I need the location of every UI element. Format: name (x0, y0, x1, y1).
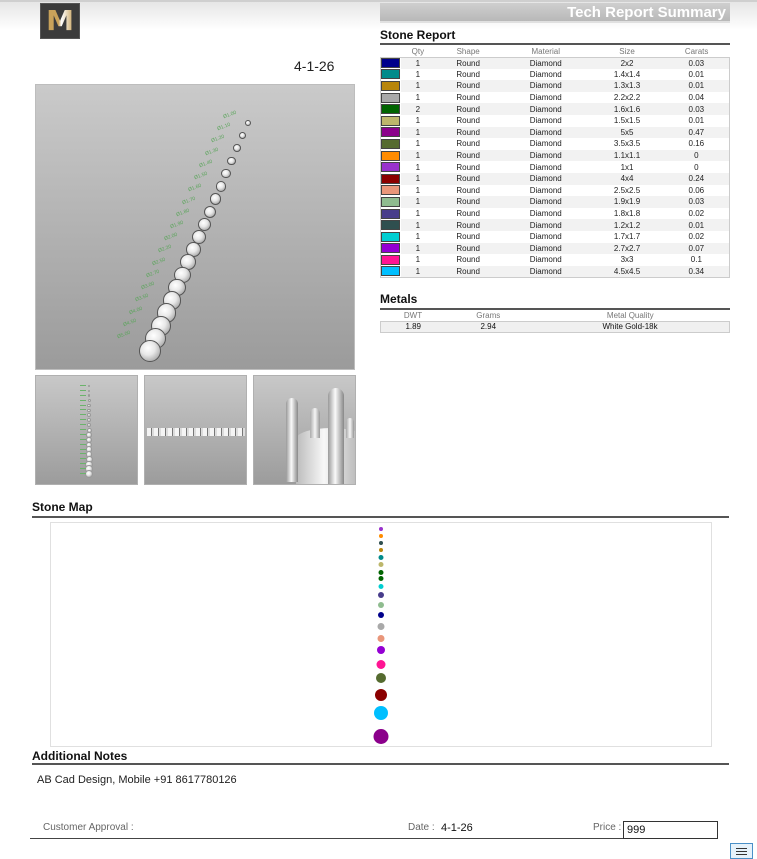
additional-notes-heading: Additional Notes (32, 749, 128, 763)
stone-size: 1x1 (620, 162, 634, 172)
gem-size-label: Ø2.20 (157, 244, 173, 255)
stone-material: Diamond (529, 93, 562, 103)
gem-label-tick (80, 463, 86, 464)
color-swatch-cell (381, 185, 401, 197)
color-swatch-cell (381, 266, 401, 278)
stone-map-dot (379, 570, 384, 575)
stone-map-dot (377, 660, 386, 669)
dwt-value: 1.89 (381, 321, 446, 332)
gem-size-label: Ø1.70 (181, 195, 197, 206)
main-3d-view (35, 84, 355, 370)
stone-row (381, 173, 730, 185)
stone-row (381, 254, 730, 266)
stone-map-dot (379, 534, 383, 538)
gem-label-tick (80, 424, 86, 425)
price-label: Price : (593, 822, 622, 833)
gem-render (239, 132, 246, 139)
stone-size: 2x2 (590, 57, 663, 69)
stone-material: Diamond (501, 80, 590, 92)
stone-map-dot (378, 623, 385, 630)
date-value: 4-1-26 (441, 822, 473, 834)
stone-size: 1.6x1.6 (590, 103, 663, 115)
stone-color-swatch (381, 116, 400, 126)
stone-material: Diamond (501, 150, 590, 162)
stone-report-table (380, 46, 730, 278)
stone-map-canvas (50, 522, 712, 747)
color-swatch-cell (381, 127, 401, 139)
gem-render-small (87, 418, 91, 422)
gem-render-small (87, 423, 92, 428)
stone-color-swatch (381, 209, 400, 219)
stone-color-swatch (381, 243, 400, 253)
color-swatch-cell (381, 103, 401, 115)
metals-heading: Metals (380, 292, 418, 306)
stone-map-dot (377, 646, 385, 654)
col-carats: Carats (684, 46, 709, 56)
gem-render (216, 181, 226, 191)
stone-shape: Round (456, 93, 480, 103)
hamburger-icon-line (736, 851, 747, 852)
stone-map-dot (378, 612, 384, 618)
stone-carats: 0.01 (688, 69, 705, 79)
stone-shape: Round (435, 266, 501, 278)
stone-row (381, 196, 730, 208)
stone-material: Diamond (529, 255, 562, 265)
stone-shape: Round (435, 57, 501, 69)
gem-size-label: Ø4.50 (122, 317, 138, 328)
stone-qty: 1 (415, 209, 421, 219)
gem-label-tick (80, 444, 86, 445)
stone-shape: Round (456, 162, 480, 172)
stone-size: 3x3 (620, 255, 634, 265)
gem-size-label: Ø4.00 (128, 305, 144, 316)
gem-render (204, 206, 216, 218)
color-swatch-cell (381, 150, 401, 162)
gem-render-small (88, 399, 91, 402)
stone-table-header (381, 46, 730, 57)
metals-divider (380, 308, 730, 310)
stone-color-swatch (381, 266, 400, 276)
thumbnail-side-view (144, 375, 247, 485)
gem-size-label: Ø1.20 (210, 134, 226, 145)
color-swatch-cell (381, 57, 401, 69)
stone-row (381, 57, 730, 69)
col-shape: Shape (456, 46, 480, 56)
color-swatch-cell (381, 138, 401, 150)
stone-color-swatch (381, 220, 400, 230)
stone-carats: 0.01 (688, 116, 705, 126)
stone-row (381, 127, 730, 139)
stone-carats: 0.02 (688, 209, 705, 219)
col-size: Size (619, 46, 635, 56)
stone-map-dot (378, 602, 384, 608)
gem-label-tick (80, 414, 86, 415)
notes-divider (32, 763, 729, 765)
stone-shape: Round (456, 116, 480, 126)
thumbnail-front-view (35, 375, 138, 485)
metal-quality-value: White Gold-18k (531, 321, 729, 332)
stone-row (381, 150, 730, 162)
stone-map-dot (379, 584, 384, 589)
gem-label-tick (80, 409, 86, 410)
stone-row (381, 161, 730, 173)
gem-render-small (87, 404, 90, 407)
gem-label-tick (80, 429, 86, 430)
stone-material: Diamond (529, 232, 562, 242)
report-title: Tech Report Summary (567, 4, 726, 21)
stone-size: 4x4 (590, 173, 663, 185)
stone-shape: Round (456, 69, 480, 79)
stone-color-swatch (381, 93, 400, 103)
stone-size: 2.2x2.2 (613, 93, 641, 103)
stone-qty: 1 (415, 93, 421, 103)
stone-color-swatch (381, 104, 400, 114)
stone-row (381, 103, 730, 115)
thumbnail-closeup-view (253, 375, 356, 485)
stone-shape: Round (435, 243, 501, 255)
stone-color-swatch (381, 255, 400, 265)
gem-label-tick (80, 458, 86, 459)
logo-letter: M (46, 4, 74, 37)
gem-render (210, 193, 221, 204)
gem-size-label: Ø1.40 (198, 158, 214, 170)
stone-qty: 1 (401, 196, 436, 208)
gem-render (139, 340, 161, 362)
stone-qty: 1 (401, 57, 436, 69)
stone-size: 1.5x1.5 (613, 116, 641, 126)
stone-carats: 0.02 (688, 232, 705, 242)
additional-notes-text: AB Cad Design, Mobile +91 8617780126 (37, 774, 237, 786)
stone-color-swatch (381, 69, 400, 79)
stone-carats: 0 (694, 162, 699, 172)
stone-material: Diamond (501, 57, 590, 69)
stone-carats: 0.03 (664, 103, 730, 115)
gem-render (227, 157, 236, 166)
closeup-prong (328, 388, 344, 484)
color-swatch-cell (381, 208, 401, 220)
stone-qty: 1 (415, 232, 421, 242)
gem-render (245, 120, 251, 126)
stone-carats: 0.47 (664, 127, 730, 139)
stone-size: 1.4x1.4 (613, 69, 641, 79)
stone-material: Diamond (501, 127, 590, 139)
stone-qty: 1 (415, 139, 421, 149)
stone-report-divider (380, 43, 730, 45)
stone-size: 4.5x4.5 (590, 266, 663, 278)
side-view-stones (147, 428, 245, 436)
stone-map-dot (379, 548, 383, 552)
gem-size-label: Ø2.70 (145, 268, 161, 280)
stone-color-swatch (381, 232, 400, 242)
col-metal-quality: Metal Quality (606, 311, 654, 321)
gem-size-label: Ø1.60 (187, 183, 202, 194)
stone-qty: 1 (415, 69, 421, 79)
metals-table (380, 311, 730, 333)
stone-material: Diamond (501, 219, 590, 231)
color-swatch-cell (381, 219, 401, 231)
color-swatch-cell (381, 254, 401, 266)
stone-color-swatch (381, 127, 400, 137)
stone-shape: Round (435, 196, 501, 208)
gem-render (233, 144, 241, 152)
stone-qty: 1 (401, 127, 436, 139)
stone-report-heading: Stone Report (380, 28, 456, 42)
stone-carats: 0.03 (664, 196, 730, 208)
stone-carats: 0.24 (664, 173, 730, 185)
color-swatch-cell (381, 243, 401, 255)
stone-carats: 0.01 (664, 80, 730, 92)
stone-shape: Round (456, 255, 480, 265)
gem-label-tick (80, 395, 86, 396)
stone-carats: 0.03 (664, 57, 730, 69)
stone-qty: 1 (401, 80, 436, 92)
stone-map-dot (374, 729, 389, 744)
col-dwt: DWT (403, 311, 423, 321)
stone-carats: 0.07 (664, 243, 730, 255)
stone-material: Diamond (529, 116, 562, 126)
color-swatch-cell (381, 80, 401, 92)
stone-material: Diamond (529, 69, 562, 79)
gem-render-small (88, 394, 91, 397)
gem-size-label: Ø1.80 (175, 207, 191, 218)
stone-map-dot (375, 689, 387, 701)
gem-render-small (87, 409, 91, 413)
stone-size: 1.9x1.9 (590, 196, 663, 208)
price-input[interactable]: 999 (623, 821, 718, 839)
gem-size-label: Ø1.50 (192, 170, 208, 182)
gem-size-label: Ø3.00 (139, 280, 155, 292)
stone-row (381, 185, 730, 197)
color-swatch-cell (381, 161, 401, 173)
stone-qty: 1 (401, 243, 436, 255)
stone-color-swatch (381, 58, 400, 68)
footer-signature-line (30, 838, 623, 839)
gem-label-tick (80, 468, 86, 469)
stone-material: Diamond (501, 196, 590, 208)
stone-carats: 0.16 (688, 139, 705, 149)
col-qty: Qty (411, 46, 425, 56)
gem-render-small (88, 390, 90, 392)
stone-carats: 0.06 (688, 185, 705, 195)
stone-carats: 0.34 (664, 266, 730, 278)
stone-shape: Round (456, 209, 480, 219)
gem-size-label: Ø2.50 (151, 256, 167, 267)
stone-shape: Round (435, 173, 501, 185)
stone-size: 1.8x1.8 (613, 209, 641, 219)
stone-shape: Round (435, 219, 501, 231)
stone-color-swatch (381, 151, 400, 161)
stone-size: 1.3x1.3 (590, 80, 663, 92)
color-swatch-cell (381, 115, 401, 127)
gem-size-label: Ø2.00 (163, 232, 179, 243)
report-title-bar (380, 3, 730, 23)
stone-map-dot (379, 527, 383, 531)
stone-color-swatch (381, 81, 400, 91)
gem-label-tick (80, 434, 86, 435)
stone-shape: Round (435, 103, 501, 115)
stone-map-dot (378, 592, 384, 598)
stone-size: 5x5 (590, 127, 663, 139)
report-date: 4-1-26 (294, 58, 335, 74)
metals-row (381, 321, 730, 332)
col-material: Material (531, 46, 560, 56)
stone-size: 1.2x1.2 (590, 219, 663, 231)
gem-label-tick (80, 385, 86, 386)
color-swatch-cell (381, 92, 401, 104)
gem-label-tick (80, 405, 86, 406)
stone-carats: 0.01 (664, 219, 730, 231)
stone-qty: 1 (415, 185, 421, 195)
stone-row (381, 92, 730, 104)
stone-row (381, 80, 730, 92)
stone-size: 1.1x1.1 (590, 150, 663, 162)
date-label: Date : (408, 822, 435, 833)
stone-qty: 1 (401, 173, 436, 185)
color-swatch-cell (381, 231, 401, 243)
stone-shape: Round (456, 139, 480, 149)
stone-row (381, 138, 730, 150)
gem-render-small (87, 413, 91, 417)
gem-size-label: Ø3.50 (134, 293, 149, 304)
stone-qty: 1 (415, 116, 421, 126)
stone-material: Diamond (501, 243, 590, 255)
stone-material: Diamond (529, 209, 562, 219)
stone-carats: 0.04 (688, 93, 705, 103)
stone-color-swatch (381, 174, 400, 184)
stone-qty: 1 (415, 162, 421, 172)
gem-label-tick (80, 473, 86, 474)
stone-qty: 1 (401, 266, 436, 278)
stone-qty: 1 (401, 150, 436, 162)
stone-carats: 0.1 (690, 255, 702, 265)
gem-render (221, 169, 231, 179)
stone-row (381, 243, 730, 255)
stone-shape: Round (435, 80, 501, 92)
stone-material: Diamond (529, 139, 562, 149)
gem-label-tick (80, 419, 86, 420)
stone-carats: 0 (664, 150, 730, 162)
stone-map-dot (378, 635, 385, 642)
stone-map-dot (379, 576, 384, 581)
gem-size-label: Ø5.00 (116, 329, 132, 341)
color-swatch-cell (381, 196, 401, 208)
col-grams: Grams (476, 311, 501, 321)
stone-size: 1.7x1.7 (613, 232, 641, 242)
stone-color-swatch (381, 139, 400, 149)
stone-shape: Round (456, 232, 480, 242)
gem-size-label: Ø1.90 (169, 219, 185, 231)
stone-size: 2.7x2.7 (590, 243, 663, 255)
stone-material: Diamond (529, 185, 562, 195)
stone-material: Diamond (501, 103, 590, 115)
stone-map-heading: Stone Map (32, 500, 93, 514)
stone-shape: Round (456, 185, 480, 195)
closeup-prong (286, 398, 298, 482)
stone-size: 3.5x3.5 (613, 139, 641, 149)
closeup-prong (346, 418, 354, 438)
stone-row (381, 231, 730, 243)
stone-shape: Round (435, 127, 501, 139)
stone-material: Diamond (501, 266, 590, 278)
gem-size-label: Ø1.00 (222, 109, 238, 121)
gem-label-tick (80, 400, 86, 401)
stone-shape: Round (435, 150, 501, 162)
hamburger-icon (736, 848, 747, 849)
gem-size-label: Ø1.10 (216, 122, 232, 133)
gem-label-tick (80, 390, 86, 391)
gem-label-tick (80, 449, 86, 450)
stone-map-dot (374, 706, 388, 720)
stone-map-dot (379, 562, 384, 567)
customer-approval-label: Customer Approval : (43, 822, 134, 833)
stone-row (381, 266, 730, 278)
gem-render (198, 218, 211, 231)
gem-size-label: Ø1.30 (204, 146, 220, 157)
stone-map-divider (32, 516, 729, 518)
stone-map-dot (379, 541, 383, 545)
stone-row (381, 208, 730, 220)
stone-row (381, 69, 730, 81)
stone-qty: 1 (415, 255, 421, 265)
gem-render-small (88, 385, 90, 387)
stone-color-swatch (381, 197, 400, 207)
stone-row (381, 219, 730, 231)
stone-row (381, 115, 730, 127)
stone-map-dot (376, 673, 386, 683)
color-swatch-cell (381, 173, 401, 185)
stone-color-swatch (381, 185, 400, 195)
hamburger-icon-line (736, 854, 747, 855)
grams-value: 2.94 (445, 321, 531, 332)
gem-render-small (85, 470, 93, 478)
stone-map-dot (379, 555, 384, 560)
stone-size: 2.5x2.5 (613, 185, 641, 195)
gem-label-tick (80, 439, 86, 440)
closeup-prong (310, 408, 320, 438)
stone-material: Diamond (501, 173, 590, 185)
company-logo (40, 3, 80, 39)
menu-button[interactable] (730, 843, 753, 859)
color-swatch-cell (381, 69, 401, 81)
stone-color-swatch (381, 162, 400, 172)
gem-label-tick (80, 453, 86, 454)
stone-qty: 1 (401, 219, 436, 231)
stone-qty: 2 (401, 103, 436, 115)
stone-material: Diamond (529, 162, 562, 172)
